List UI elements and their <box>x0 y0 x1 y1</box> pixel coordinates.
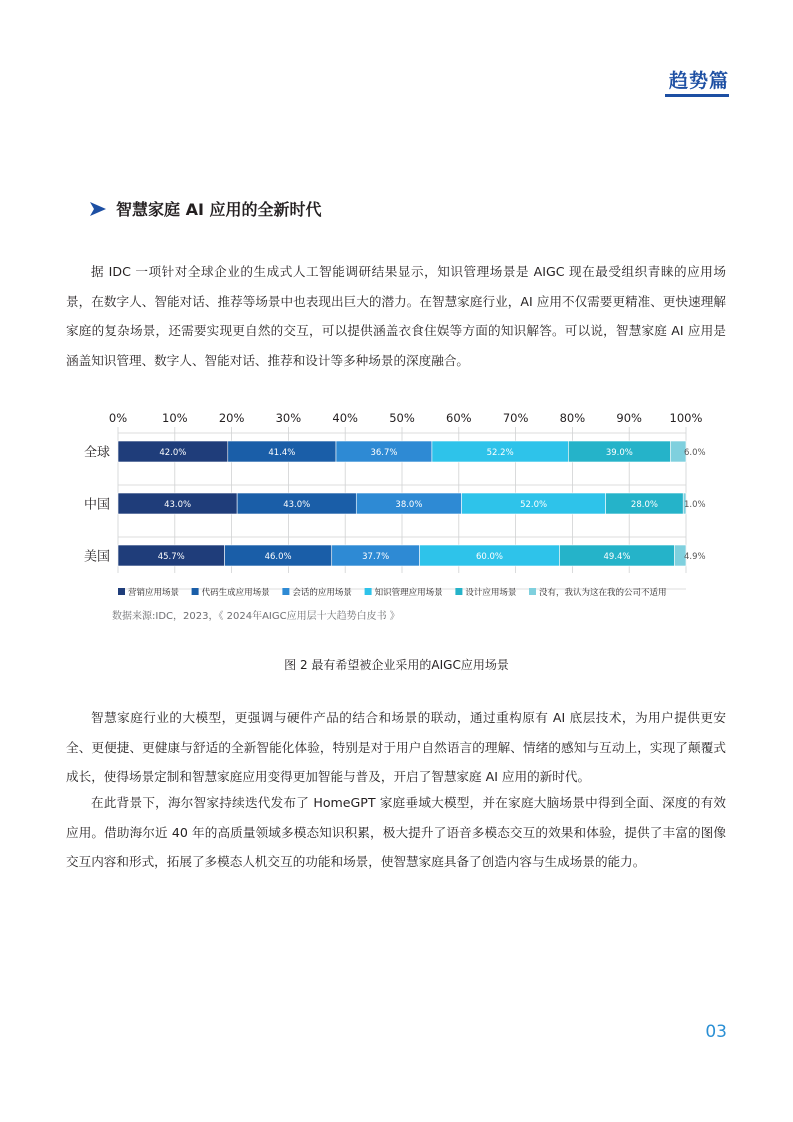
x-tick-label: 100% <box>669 411 703 425</box>
x-tick-label: 20% <box>218 411 245 425</box>
chart-canvas <box>80 405 720 605</box>
legend-swatch <box>365 588 372 595</box>
data-label: 52.2% <box>486 448 514 458</box>
legend-label: 会话的应用场景 <box>292 588 352 598</box>
x-tick-label: 90% <box>616 411 642 425</box>
x-tick-label: 40% <box>332 411 358 425</box>
legend-label: 没有，我认为这在我的公司不适用 <box>539 588 667 598</box>
data-label: 37.7% <box>362 552 390 562</box>
data-label: 45.7% <box>157 552 185 562</box>
data-label: 60.0% <box>476 552 504 562</box>
section-title: 智慧家庭 AI 应用的全新时代 <box>116 200 322 219</box>
data-label: 6.0% <box>684 448 706 458</box>
x-tick-label: 10% <box>162 411 188 425</box>
legend-swatch <box>282 588 289 595</box>
stacked-bar-chart <box>80 405 720 625</box>
x-tick-label: 0% <box>108 411 128 425</box>
category-label: 中国 <box>83 497 110 513</box>
chart-source: 数据来源:IDC，2023，《 2024年AIGC应用层十大趋势白皮书 》 <box>112 611 400 622</box>
legend-swatch <box>192 588 199 595</box>
data-label: 42.0% <box>159 448 187 458</box>
data-label: 43.0% <box>283 500 311 510</box>
header-underline <box>665 94 729 97</box>
legend-swatch <box>455 588 462 595</box>
data-label: 38.0% <box>395 500 423 510</box>
data-label: 43.0% <box>164 500 192 510</box>
category-label: 全球 <box>83 445 110 461</box>
x-tick-label: 50% <box>389 411 415 425</box>
legend-label: 代码生成应用场景 <box>201 588 270 598</box>
figure-caption: 图 2 最有希望被企业采用的AIGC应用场景 <box>284 658 509 672</box>
category-label: 美国 <box>83 549 110 565</box>
x-tick-label: 60% <box>446 411 472 425</box>
x-tick-label: 30% <box>275 411 302 425</box>
page-section-title: 趋势篇 <box>668 70 729 92</box>
legend-swatch <box>118 588 125 595</box>
data-label: 36.7% <box>370 448 398 458</box>
data-label: 46.0% <box>264 552 292 562</box>
paragraph-haier: 在此背景下，海尔智家持续迭代发布了 HomeGPT 家庭垂域大模型，并在家庭大脑场景中得到全面、深度的有效应用。借助海尔近 40 年的高质量领域多模态知识积累，极大提升了语音多模态交互的效果和体验，提供了丰富的图像交互内容和形式，拓展了多模态人机交互的功能和场景，使智慧家庭具备了创造内容与生成场景的能力。 <box>66 795 726 869</box>
legend-label: 营销应用场景 <box>128 588 180 598</box>
legend-swatch <box>529 588 536 595</box>
legend-label: 知识管理应用场景 <box>374 588 443 598</box>
paragraph-intro: 据 IDC 一项针对全球企业的生成式人工智能调研结果显示，知识管理场景是 AIGC 现在最受组织青睐的应用场景，在数字人、智能对话、推荐等场景中也表现出巨大的潜力。在智慧家庭行业，AI 应用不仅需要更精准、更快速理解家庭的复杂场景，还需要实现更自然的交互，可以提供涵盖衣食住娱等方面的知识解答。可以说，智慧家庭 AI 应用是涵盖知识管理、数字人、智能对话、推荐和设计等多种场景的深度融合。 <box>66 264 726 368</box>
data-label: 28.0% <box>630 500 658 510</box>
paragraph-industry: 智慧家庭行业的大模型，更强调与硬件产品的结合和场景的联动，通过重构原有 AI 底层技术，为用户提供更安全、更便捷、更健康与舒适的全新智能化体验，特别是对于用户自然语言的理解、情绪的感知与互动上，实现了颠覆式成长，使得场景定制和智慧家庭应用变得更加智能与普及，开启了智慧家庭 AI 应用的新时代。 <box>66 710 726 784</box>
data-label: 49.4% <box>603 552 631 562</box>
arrow-icon <box>88 200 108 218</box>
data-label: 1.0% <box>684 500 706 510</box>
page-number: 03 <box>705 1022 727 1042</box>
x-tick-label: 80% <box>559 411 586 425</box>
data-label: 52.0% <box>520 500 548 510</box>
data-label: 4.9% <box>684 552 706 562</box>
x-tick-label: 70% <box>502 411 529 425</box>
section-heading <box>88 197 321 220</box>
data-label: 39.0% <box>605 448 633 458</box>
data-label: 41.4% <box>268 448 296 458</box>
legend-label: 设计应用场景 <box>465 588 517 598</box>
